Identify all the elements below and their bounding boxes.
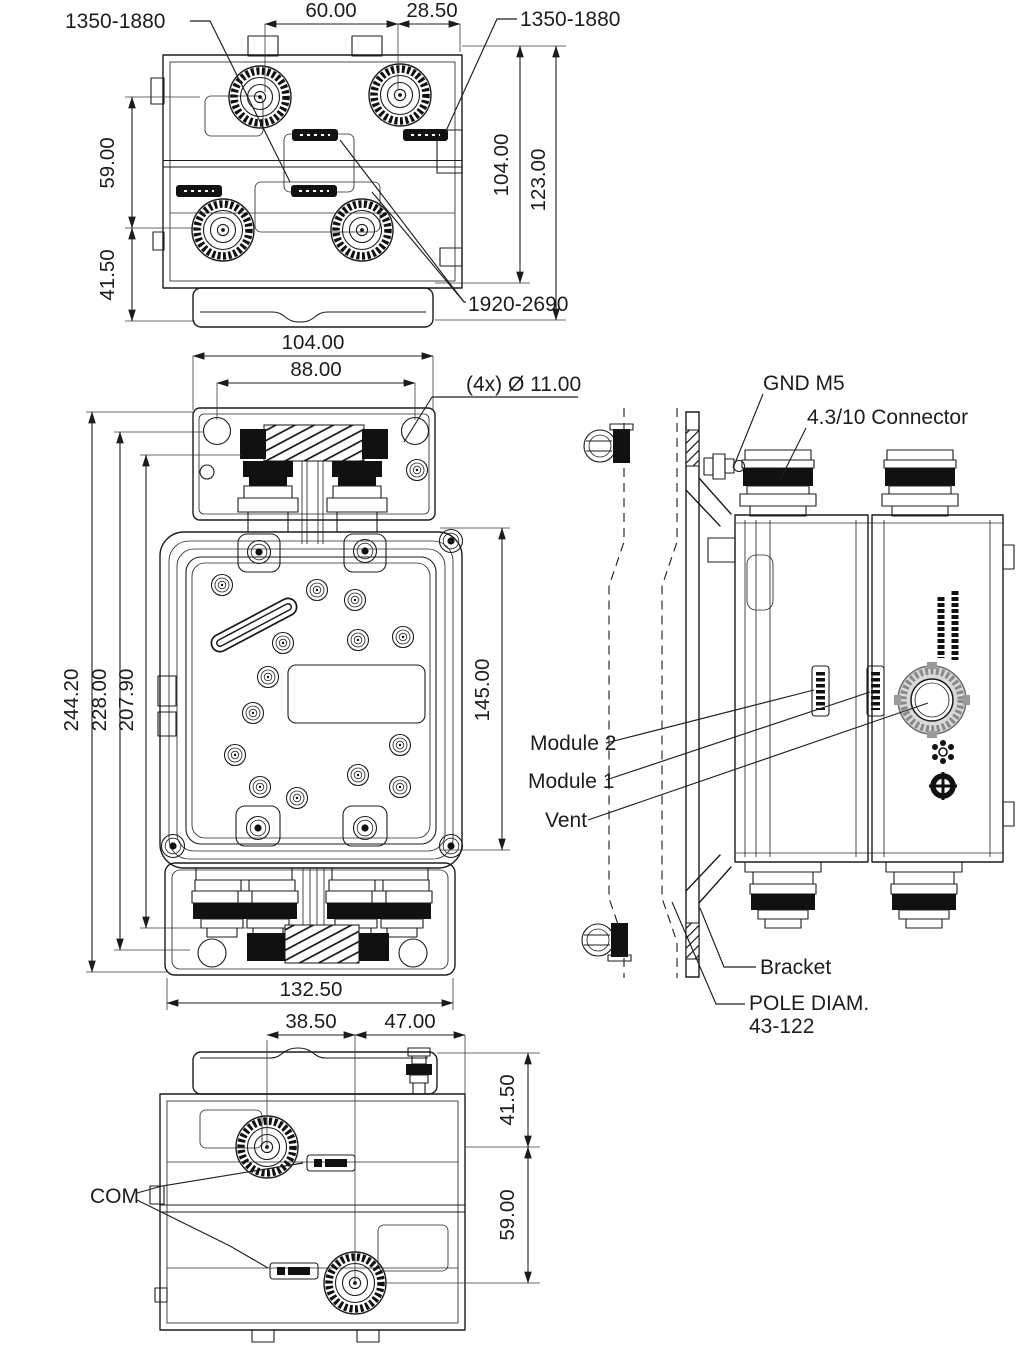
dim-bottom-port-offset: 38.50 [285, 1010, 337, 1033]
label-band-left: 1350-1880 [65, 10, 166, 33]
label-module1: Module 1 [528, 770, 615, 793]
front-bottom-connectors [192, 868, 432, 963]
label-vent: Vent [545, 809, 588, 832]
label-pole-diam-range: 43-122 [749, 1015, 815, 1038]
top-view [65, 0, 620, 327]
top-port-2 [369, 64, 431, 126]
clamp-thread-hatch-bottom [285, 925, 359, 963]
pole-bracket [686, 412, 731, 977]
lid-screws [212, 575, 414, 809]
dim-front-hole-spacing: 88.00 [290, 358, 342, 381]
side-connector-top-1 [740, 450, 816, 516]
pole-dashed-line-1 [609, 408, 624, 978]
note-front-holes: (4x) Ø 11.00 [466, 373, 582, 396]
pole-dashed-line-2 [662, 408, 677, 978]
dim-front-body-width: 132.50 [279, 978, 343, 1001]
label-module2: Module 2 [530, 732, 617, 755]
side-connector-top-2 [882, 450, 958, 516]
top-port-3 [192, 199, 254, 261]
label-pole-diam: POLE DIAM. [749, 992, 870, 1015]
front-top-connectors [238, 461, 387, 532]
label-gnd: GND M5 [763, 372, 845, 395]
side-view [528, 372, 1014, 1038]
front-lid [186, 557, 436, 844]
clamp-thread-hatch-top [264, 425, 364, 461]
bracket-hole-bottom-right [399, 939, 427, 967]
band-clamp-bottom [582, 923, 631, 961]
dim-front-total-height: 244.20 [60, 668, 83, 732]
label-band-right: 1350-1880 [520, 8, 621, 31]
dim-top-port-edge: 28.50 [406, 0, 458, 22]
dim-top-depth-outer: 123.00 [527, 148, 550, 212]
marking-symbol-target [929, 772, 957, 800]
dim-front-height-2: 228.00 [88, 668, 111, 732]
dim-front-bracket-width: 104.00 [281, 331, 345, 354]
serial-label-strips [941, 591, 955, 660]
side-connector-bottom-1 [745, 862, 821, 928]
dim-top-height-lower: 41.50 [96, 249, 119, 301]
label-band-bottom: 1920-2690 [468, 293, 569, 316]
vent-port [894, 662, 970, 738]
dim-bottom-height-upper: 41.50 [496, 1074, 519, 1126]
dim-front-body-height: 145.00 [471, 658, 494, 722]
gnd-stud [704, 454, 745, 479]
marking-symbol-flower [932, 740, 954, 764]
module-label-strips [812, 666, 884, 716]
label-connector: 4.3/10 Connector [807, 406, 969, 429]
dim-front-height-3: 207.90 [115, 668, 138, 732]
dim-top-port-spacing: 60.00 [305, 0, 357, 22]
top-port-1 [229, 66, 291, 128]
front-nameplate [288, 665, 425, 723]
top-view-base-plate [193, 288, 433, 327]
label-bracket: Bracket [760, 956, 832, 979]
dim-top-height-upper: 59.00 [96, 137, 119, 189]
side-device-body [708, 515, 1014, 862]
diagonal-slot [220, 607, 288, 643]
dim-bottom-height-lower: 59.00 [496, 1189, 519, 1241]
bottom-vent-screw [406, 1048, 432, 1094]
front-view [60, 331, 581, 1010]
top-port-4 [331, 199, 393, 261]
side-connector-bottom-2 [886, 862, 962, 928]
front-body-outline [160, 532, 462, 868]
bracket-hole-top-left [204, 418, 231, 445]
frequency-band-strips [176, 129, 448, 197]
dim-top-depth-inner: 104.00 [490, 133, 513, 197]
label-com: COM [90, 1185, 139, 1208]
bottom-view [90, 1010, 540, 1342]
band-clamp-top [584, 424, 633, 463]
dim-bottom-port-edge: 47.00 [384, 1010, 436, 1033]
bracket-hole-bottom-left [198, 939, 226, 967]
